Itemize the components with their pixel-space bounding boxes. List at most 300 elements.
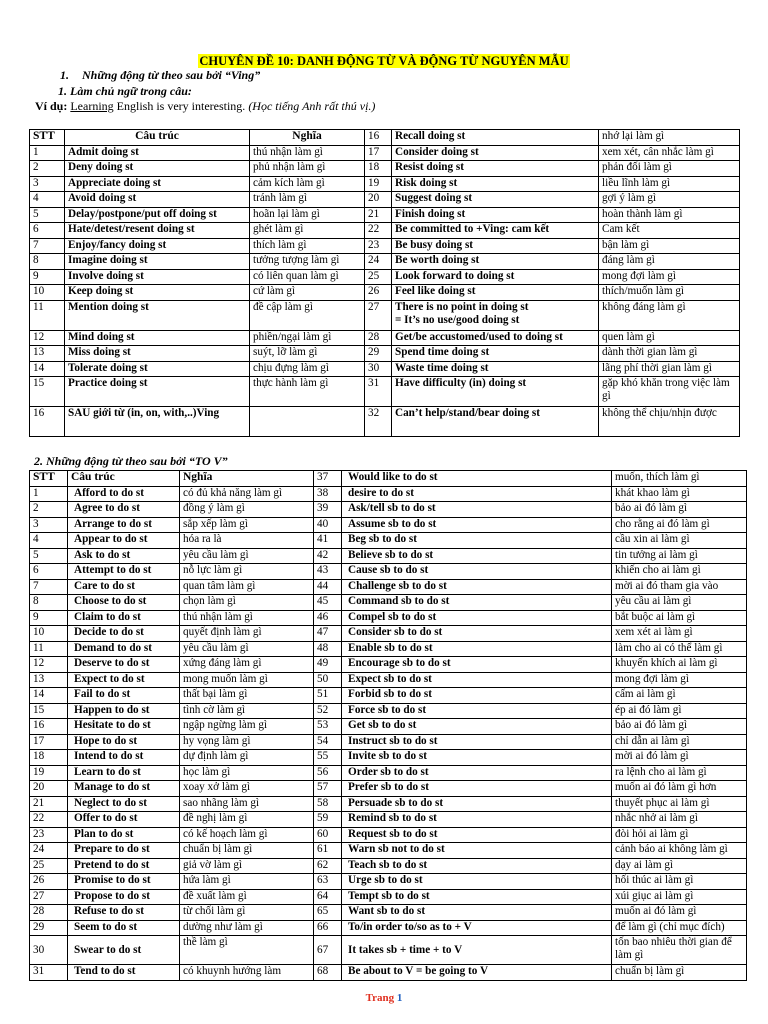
structure-cell: Can’t help/stand/bear doing st	[392, 407, 599, 437]
structure-cell: Recall doing st	[392, 130, 599, 146]
meaning-cell: nhắc nhở ai làm gì	[612, 812, 747, 828]
structure-cell: Deny doing st	[65, 161, 250, 177]
number-cell: 3	[30, 176, 65, 192]
number-cell: 60	[314, 827, 342, 843]
table-row	[30, 300, 740, 330]
meaning-cell: mời ai đó tham gia vào	[612, 579, 747, 595]
meaning-cell: có khuynh hướng làm	[180, 965, 314, 981]
structure-cell: Get/be accustomed/used to doing st	[392, 330, 599, 346]
meaning-header: Nghĩa	[250, 130, 365, 146]
number-cell: 49	[314, 657, 342, 673]
meaning-cell: học làm gì	[180, 765, 314, 781]
meaning-cell: phiền/ngại làm gì	[250, 330, 365, 346]
table-row	[30, 192, 740, 208]
number-cell: 22	[30, 812, 68, 828]
number-cell: 5	[30, 207, 65, 223]
structure-cell: Keep doing st	[65, 285, 250, 301]
number-cell: 16	[30, 719, 68, 735]
meaning-cell: có kế hoạch làm gì	[180, 827, 314, 843]
meaning-cell: muốn ai đó làm gì	[612, 905, 747, 921]
section-2-heading: 2. Những động từ theo sau bởi “TO V”	[34, 454, 228, 468]
example-line	[35, 99, 375, 114]
number-cell: 65	[314, 905, 342, 921]
meaning-cell: phủ nhận làm gì	[250, 161, 365, 177]
structure-cell: Manage to do st	[68, 781, 180, 797]
meaning-cell: xem xét, cân nhắc làm gì	[599, 145, 740, 161]
to-v-table	[29, 470, 747, 981]
meaning-cell: khuyến khích ai làm gì	[612, 657, 747, 673]
structure-cell: Demand to do st	[68, 641, 180, 657]
meaning-cell: cầu xin ai làm gì	[612, 533, 747, 549]
number-cell: 66	[314, 920, 342, 936]
number-cell: 13	[30, 346, 65, 362]
meaning-cell: giả vờ làm gì	[180, 858, 314, 874]
structure-cell: Propose to do st	[68, 889, 180, 905]
meaning-cell: mong đợi làm gì	[599, 269, 740, 285]
meaning-cell: xoay xở làm gì	[180, 781, 314, 797]
number-cell: 8	[30, 254, 65, 270]
table-row	[30, 905, 747, 921]
number-cell: 5	[30, 548, 68, 564]
table-row	[30, 719, 747, 735]
number-cell: 45	[314, 595, 342, 611]
table-row	[30, 564, 747, 580]
meaning-cell: mời ai đó làm gì	[612, 750, 747, 766]
number-cell: 19	[365, 176, 392, 192]
number-cell: 14	[30, 361, 65, 377]
subsection-heading: 1. Làm chủ ngữ trong câu:	[58, 84, 192, 98]
table-row	[30, 965, 747, 981]
structure-cell: Remind sb to do st	[342, 812, 612, 828]
number-cell: 67	[314, 936, 342, 965]
structure-cell: Tempt sb to do st	[342, 889, 612, 905]
number-cell: 1	[30, 486, 68, 502]
number-cell: 16	[365, 130, 392, 146]
structure-cell: Consider doing st	[392, 145, 599, 161]
structure-cell: Deserve to do st	[68, 657, 180, 673]
structure-cell: Teach sb to do st	[342, 858, 612, 874]
structure-cell: Instruct sb to do st	[342, 734, 612, 750]
number-cell: 19	[30, 765, 68, 781]
table-row	[30, 874, 747, 890]
number-cell: 23	[30, 827, 68, 843]
meaning-cell: bảo ai đó làm gì	[612, 502, 747, 518]
meaning-cell: thực hành làm gì	[250, 377, 365, 407]
structure-cell: Mind doing st	[65, 330, 250, 346]
meaning-cell: cứ làm gì	[250, 285, 365, 301]
meaning-cell: chịu đựng làm gì	[250, 361, 365, 377]
meaning-cell: yêu cầu làm gì	[180, 641, 314, 657]
number-cell: 9	[30, 269, 65, 285]
number-cell: 26	[365, 285, 392, 301]
meaning-cell: đề xuất làm gì	[180, 889, 314, 905]
meaning-cell: thú nhận làm gì	[250, 145, 365, 161]
number-cell: 41	[314, 533, 342, 549]
structure-cell: Seem to do st	[68, 920, 180, 936]
structure-cell: Admit doing st	[65, 145, 250, 161]
meaning-cell: đề cập làm gì	[250, 300, 365, 330]
number-cell: 38	[314, 486, 342, 502]
number-cell: 53	[314, 719, 342, 735]
number-cell: 25	[365, 269, 392, 285]
table-row	[30, 269, 740, 285]
meaning-cell: hoàn thành làm gì	[599, 207, 740, 223]
stt-header: STT	[30, 471, 68, 487]
table-row	[30, 781, 747, 797]
meaning-cell: tưởng tượng làm gì	[250, 254, 365, 270]
number-cell: 9	[30, 610, 68, 626]
number-cell: 6	[30, 564, 68, 580]
table-row	[30, 672, 747, 688]
structure-cell: Get sb to do st	[342, 719, 612, 735]
structure-cell: Encourage sb to do st	[342, 657, 612, 673]
structure-cell: Order sb to do st	[342, 765, 612, 781]
structure-cell: Consider sb to do st	[342, 626, 612, 642]
structure-cell: Hate/detest/resent doing st	[65, 223, 250, 239]
number-cell: 15	[30, 703, 68, 719]
structure-cell: Compel sb to do st	[342, 610, 612, 626]
table-row	[30, 920, 747, 936]
structure-cell: Risk doing st	[392, 176, 599, 192]
number-cell: 1	[30, 145, 65, 161]
structure-cell: Hope to do st	[68, 734, 180, 750]
structure-cell: Force sb to do st	[342, 703, 612, 719]
meaning-cell: cho rằng ai đó làm gì	[612, 517, 747, 533]
number-cell: 12	[30, 657, 68, 673]
meaning-cell: thuyết phục ai làm gì	[612, 796, 747, 812]
structure-cell: Agree to do st	[68, 502, 180, 518]
table-header-row	[30, 471, 747, 487]
meaning-cell: mong đợi làm gì	[612, 672, 747, 688]
number-cell: 27	[365, 300, 392, 330]
meaning-cell: đồng ý làm gì	[180, 502, 314, 518]
meaning-cell: quyết định làm gì	[180, 626, 314, 642]
structure-cell: desire to do st	[342, 486, 612, 502]
structure-cell: Intend to do st	[68, 750, 180, 766]
table-row	[30, 579, 747, 595]
section-1-heading	[60, 68, 260, 83]
number-cell: 11	[30, 300, 65, 330]
number-cell: 13	[30, 672, 68, 688]
number-cell: 21	[365, 207, 392, 223]
meaning-cell: dường như làm gì	[180, 920, 314, 936]
structure-cell: Have difficulty (in) doing st	[392, 377, 599, 407]
structure-cell: Appear to do st	[68, 533, 180, 549]
structure-cell: There is no point in doing st = It’s no use/good doing st	[392, 300, 599, 330]
meaning-cell: bận làm gì	[599, 238, 740, 254]
structure-cell: Be committed to +Ving: cam kết	[392, 223, 599, 239]
structure-cell: Miss doing st	[65, 346, 250, 362]
structure-cell: Challenge sb to do st	[342, 579, 612, 595]
meaning-cell: yêu cầu làm gì	[180, 548, 314, 564]
meaning-cell: dành thời gian làm gì	[599, 346, 740, 362]
meaning-cell: có đủ khả năng làm gì	[180, 486, 314, 502]
meaning-cell: yêu cầu ai làm gì	[612, 595, 747, 611]
structure-cell: Enjoy/fancy doing st	[65, 238, 250, 254]
number-cell: 29	[365, 346, 392, 362]
number-cell: 4	[30, 192, 65, 208]
structure-cell: Delay/postpone/put off doing st	[65, 207, 250, 223]
structure-cell: Neglect to do st	[68, 796, 180, 812]
meaning-cell: đáng làm gì	[599, 254, 740, 270]
structure-cell: Learn to do st	[68, 765, 180, 781]
number-cell: 63	[314, 874, 342, 890]
number-cell: 7	[30, 238, 65, 254]
structure-cell: It takes sb + time + to V	[342, 936, 612, 965]
structure-cell: Resist doing st	[392, 161, 599, 177]
table-row	[30, 161, 740, 177]
table-row	[30, 533, 747, 549]
example-rest: English is very interesting.	[113, 99, 249, 113]
structure-cell: Want sb to do st	[342, 905, 612, 921]
example-translation: (Học tiếng Anh rất thú vị.)	[248, 99, 376, 113]
structure-cell: Decide to do st	[68, 626, 180, 642]
number-cell: 43	[314, 564, 342, 580]
table-row	[30, 889, 747, 905]
table-row	[30, 812, 747, 828]
structure-cell: Be worth doing st	[392, 254, 599, 270]
number-cell: 50	[314, 672, 342, 688]
footer-page-number: 1	[396, 992, 403, 1004]
footer-label: Trang	[365, 992, 395, 1004]
structure-cell: Claim to do st	[68, 610, 180, 626]
structure-cell: Invite sb to do st	[342, 750, 612, 766]
number-cell: 11	[30, 641, 68, 657]
structure-cell: Afford to do st	[68, 486, 180, 502]
meaning-cell: gặp khó khăn trong việc làm gì	[599, 377, 740, 407]
structure-cell: Beg sb to do st	[342, 533, 612, 549]
number-cell: 2	[30, 161, 65, 177]
number-cell: 58	[314, 796, 342, 812]
number-cell: 24	[365, 254, 392, 270]
structure-cell: Fail to do st	[68, 688, 180, 704]
structure-cell: Look forward to doing st	[392, 269, 599, 285]
number-cell: 30	[365, 361, 392, 377]
number-cell: 29	[30, 920, 68, 936]
meaning-cell: ghét làm gì	[250, 223, 365, 239]
number-cell: 42	[314, 548, 342, 564]
meaning-cell: cảnh báo ai không làm gì	[612, 843, 747, 859]
meaning-cell: làm cho ai có thể làm gì	[612, 641, 747, 657]
table-row	[30, 145, 740, 161]
meaning-cell: hứa làm gì	[180, 874, 314, 890]
number-cell: 30	[30, 936, 68, 965]
meaning-cell: thất bại làm gì	[180, 688, 314, 704]
number-cell: 51	[314, 688, 342, 704]
meaning-header: Nghĩa	[180, 471, 314, 487]
meaning-cell: hoãn lại làm gì	[250, 207, 365, 223]
number-cell: 31	[365, 377, 392, 407]
structure-cell: Plan to do st	[68, 827, 180, 843]
structure-cell: Hesitate to do st	[68, 719, 180, 735]
structure-cell: Practice doing st	[65, 377, 250, 407]
meaning-cell: phản đối làm gì	[599, 161, 740, 177]
meaning-cell: bắt buộc ai làm gì	[612, 610, 747, 626]
number-cell: 18	[30, 750, 68, 766]
meaning-cell: chuẩn bị làm gì	[180, 843, 314, 859]
table-row	[30, 626, 747, 642]
meaning-cell: suýt, lỡ làm gì	[250, 346, 365, 362]
structure-cell: Prepare to do st	[68, 843, 180, 859]
number-cell: 14	[30, 688, 68, 704]
structure-cell: Swear to do st	[68, 936, 180, 965]
structure-cell: Warn sb not to do st	[342, 843, 612, 859]
meaning-cell: xem xét ai làm gì	[612, 626, 747, 642]
meaning-cell: thích làm gì	[250, 238, 365, 254]
number-cell: 55	[314, 750, 342, 766]
structure-cell: Promise to do st	[68, 874, 180, 890]
structure-cell: Feel like doing st	[392, 285, 599, 301]
meaning-cell: khiến cho ai làm gì	[612, 564, 747, 580]
number-cell: 4	[30, 533, 68, 549]
structure-header: Câu trúc	[68, 471, 180, 487]
number-cell: 10	[30, 626, 68, 642]
structure-cell: Pretend to do st	[68, 858, 180, 874]
number-cell: 15	[30, 377, 65, 407]
structure-cell: Attempt to do st	[68, 564, 180, 580]
meaning-cell: sao nhãng làm gì	[180, 796, 314, 812]
number-cell: 48	[314, 641, 342, 657]
table-row	[30, 688, 747, 704]
title-text: CHUYÊN ĐỀ 10: DANH ĐỘNG TỪ VÀ ĐỘNG TỪ NGUYÊN MẪU	[199, 54, 569, 68]
structure-cell: Ask/tell sb to do st	[342, 502, 612, 518]
structure-cell: Mention doing st	[65, 300, 250, 330]
number-cell: 12	[30, 330, 65, 346]
structure-cell: Waste time doing st	[392, 361, 599, 377]
meaning-cell: bảo ai đó làm gì	[612, 719, 747, 735]
table-row	[30, 858, 747, 874]
meaning-cell: để làm gì (chỉ mục đích)	[612, 920, 747, 936]
table-row	[30, 734, 747, 750]
table-row	[30, 176, 740, 192]
structure-cell: Believe sb to do st	[342, 548, 612, 564]
structure-cell: Ask to do st	[68, 548, 180, 564]
number-cell: 46	[314, 610, 342, 626]
number-cell: 57	[314, 781, 342, 797]
table-row	[30, 377, 740, 407]
structure-cell: Be busy doing st	[392, 238, 599, 254]
table-row	[30, 703, 747, 719]
structure-cell: Imagine doing st	[65, 254, 250, 270]
table-row	[30, 486, 747, 502]
number-cell: 7	[30, 579, 68, 595]
meaning-cell: hóa ra là	[180, 533, 314, 549]
structure-cell: Request sb to do st	[342, 827, 612, 843]
structure-cell: Forbid sb to do st	[342, 688, 612, 704]
table-row	[30, 517, 747, 533]
stt-header: STT	[30, 130, 65, 146]
structure-cell: To/in order to/so as to + V	[342, 920, 612, 936]
meaning-cell: tránh làm gì	[250, 192, 365, 208]
table-row	[30, 502, 747, 518]
meaning-cell: không đáng làm gì	[599, 300, 740, 330]
meaning-cell: muốn ai đó làm gì hơn	[612, 781, 747, 797]
number-cell: 17	[30, 734, 68, 750]
table-row	[30, 548, 747, 564]
number-cell: 40	[314, 517, 342, 533]
meaning-cell: đòi hỏi ai làm gì	[612, 827, 747, 843]
number-cell: 28	[30, 905, 68, 921]
structure-cell: Tend to do st	[68, 965, 180, 981]
meaning-cell: từ chối làm gì	[180, 905, 314, 921]
meaning-cell: ra lệnh cho ai làm gì	[612, 765, 747, 781]
number-cell: 18	[365, 161, 392, 177]
meaning-cell: có liên quan làm gì	[250, 269, 365, 285]
structure-cell: Finish doing st	[392, 207, 599, 223]
number-cell: 16	[30, 407, 65, 437]
structure-cell: Be about to V = be going to V	[342, 965, 612, 981]
number-cell: 52	[314, 703, 342, 719]
number-cell: 2	[30, 502, 68, 518]
table-row	[30, 207, 740, 223]
meaning-cell: liều lĩnh làm gì	[599, 176, 740, 192]
number-cell: 8	[30, 595, 68, 611]
meaning-cell: cảm kích làm gì	[250, 176, 365, 192]
number-cell: 20	[365, 192, 392, 208]
ving-table	[29, 129, 740, 437]
meaning-cell: muốn, thích làm gì	[612, 471, 747, 487]
meaning-cell: quan tâm làm gì	[180, 579, 314, 595]
structure-cell: Command sb to do st	[342, 595, 612, 611]
structure-header: Câu trúc	[65, 130, 250, 146]
meaning-cell: hy vọng làm gì	[180, 734, 314, 750]
number-cell: 17	[365, 145, 392, 161]
number-cell: 56	[314, 765, 342, 781]
table-row	[30, 330, 740, 346]
table-row	[30, 285, 740, 301]
structure-cell: Would like to do st	[342, 471, 612, 487]
meaning-cell	[250, 407, 365, 437]
meaning-cell: quen làm gì	[599, 330, 740, 346]
number-cell: 32	[365, 407, 392, 437]
example-word: Learning	[70, 99, 114, 113]
meaning-cell: nhớ lại làm gì	[599, 130, 740, 146]
meaning-cell: thú nhận làm gì	[180, 610, 314, 626]
table-row	[30, 843, 747, 859]
structure-cell: Offer to do st	[68, 812, 180, 828]
structure-cell: Cause sb to do st	[342, 564, 612, 580]
structure-cell: Prefer sb to do st	[342, 781, 612, 797]
number-cell: 23	[365, 238, 392, 254]
meaning-cell: tình cờ làm gì	[180, 703, 314, 719]
table-row	[30, 407, 740, 437]
table-row	[30, 765, 747, 781]
meaning-cell: sắp xếp làm gì	[180, 517, 314, 533]
table-row	[30, 641, 747, 657]
structure-cell: Avoid doing st	[65, 192, 250, 208]
meaning-cell: lãng phí thời gian làm gì	[599, 361, 740, 377]
meaning-cell: xúi giục ai làm gì	[612, 889, 747, 905]
structure-cell: Persuade sb to do st	[342, 796, 612, 812]
meaning-cell: xứng đáng làm gì	[180, 657, 314, 673]
number-cell: 59	[314, 812, 342, 828]
meaning-cell: gợi ý làm gì	[599, 192, 740, 208]
structure-cell: Tolerate doing st	[65, 361, 250, 377]
structure-cell: Suggest doing st	[392, 192, 599, 208]
meaning-cell: Cam kết	[599, 223, 740, 239]
table-row	[30, 238, 740, 254]
number-cell: 20	[30, 781, 68, 797]
table-row	[30, 796, 747, 812]
meaning-cell: ép ai đó làm gì	[612, 703, 747, 719]
structure-cell: Expect sb to do st	[342, 672, 612, 688]
meaning-cell: cấm ai làm gì	[612, 688, 747, 704]
structure-cell: Happen to do st	[68, 703, 180, 719]
meaning-cell: dạy ai làm gì	[612, 858, 747, 874]
meaning-cell: mong muốn làm gì	[180, 672, 314, 688]
meaning-cell: khát khao làm gì	[612, 486, 747, 502]
number-cell: 26	[30, 874, 68, 890]
